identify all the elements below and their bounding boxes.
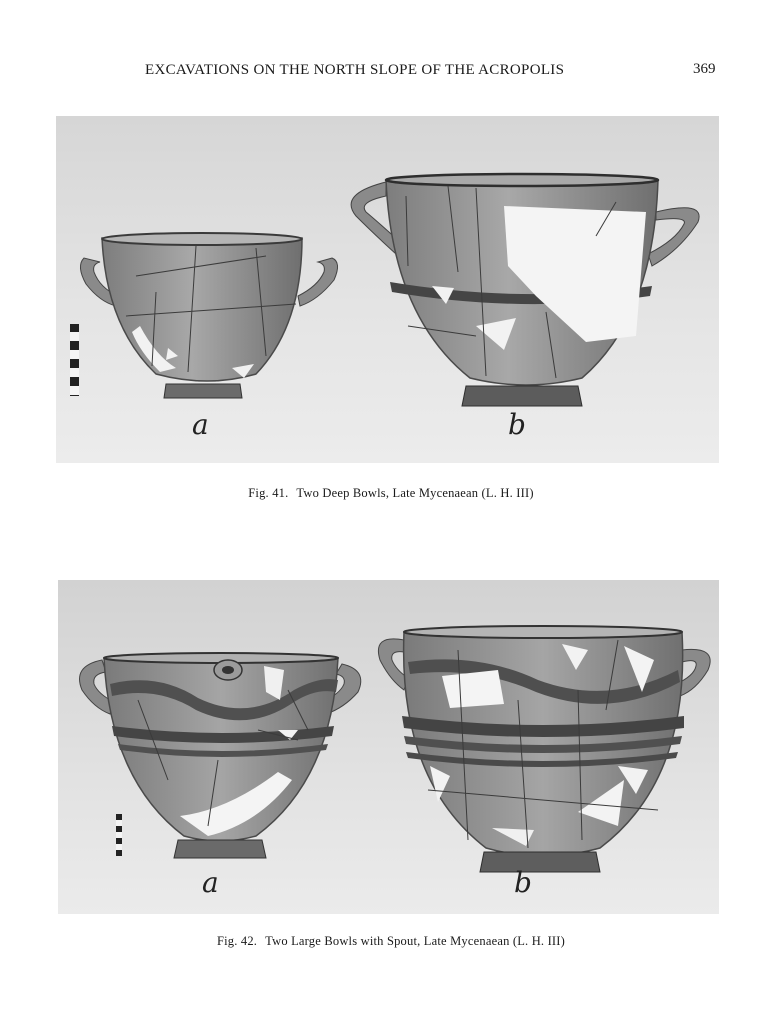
figure-42-label-a: a	[202, 866, 219, 899]
figure-41-caption	[0, 486, 782, 501]
figure-42-caption-text: Two Large Bowls with Spout, Late Mycenaean (L. H. III)	[265, 934, 566, 948]
figure-42-caption	[0, 934, 782, 949]
scale-bar-42	[116, 814, 122, 856]
figure-41-caption-text: Two Deep Bowls, Late Mycenaean (L. H. III)	[296, 486, 534, 500]
figure-41-number: Fig. 41.	[248, 486, 289, 500]
running-head-title: EXCAVATIONS ON THE NORTH SLOPE OF THE ACROPOLIS	[145, 62, 565, 78]
scale-bar-41	[70, 324, 79, 396]
figure-42-number: Fig. 42.	[216, 934, 258, 948]
figure-42-label-b: b	[514, 866, 532, 899]
figure-41-photo	[56, 116, 719, 463]
figure-41-label-a: a	[192, 408, 209, 441]
figure-41-label-b: b	[508, 408, 526, 441]
figure-42-photo	[58, 580, 719, 914]
page-number: 369	[693, 61, 716, 77]
